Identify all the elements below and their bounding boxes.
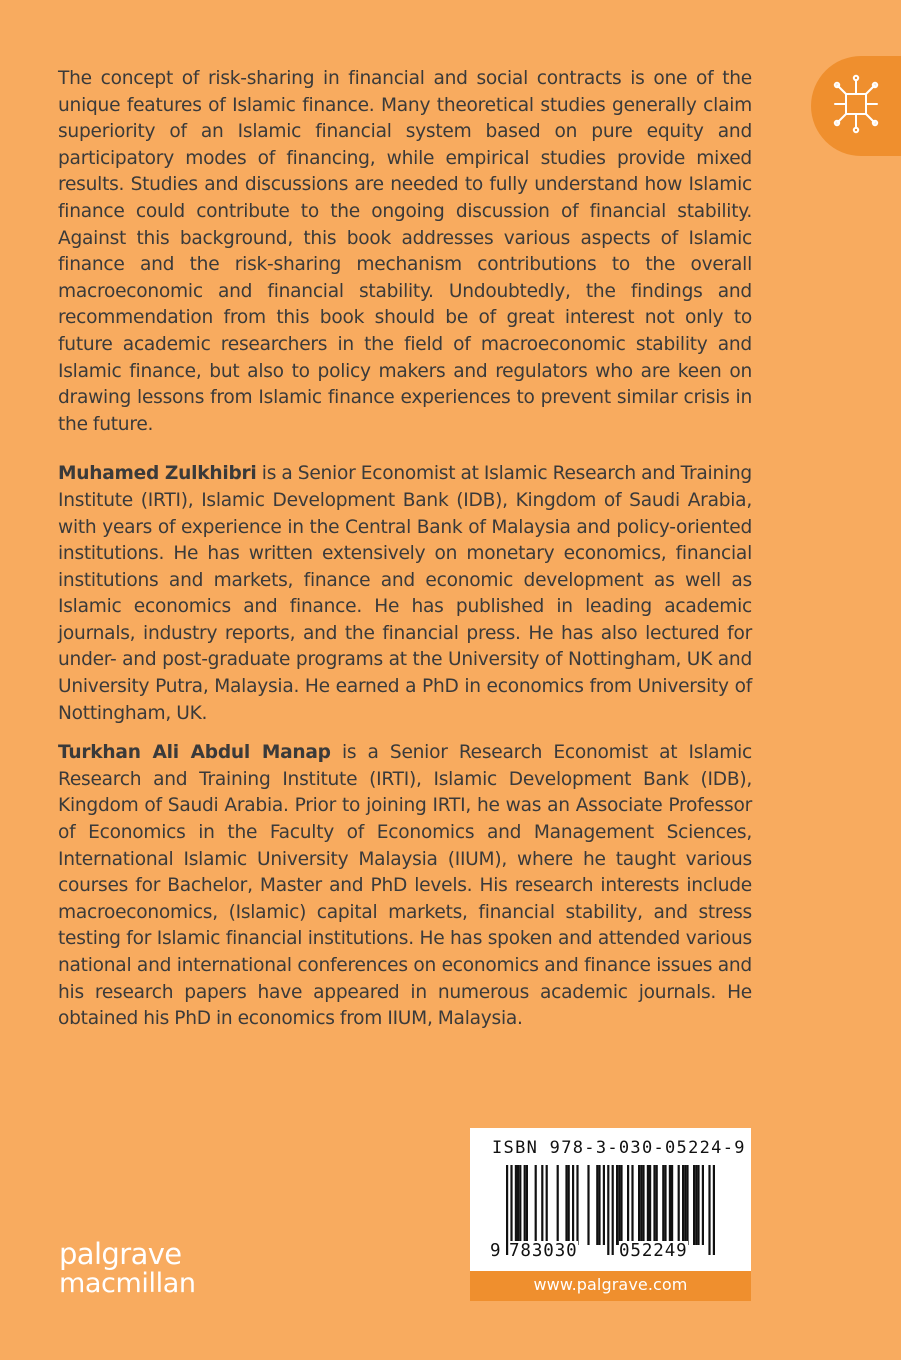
- barcode-bar: [669, 1165, 671, 1245]
- barcode-bar: [671, 1165, 673, 1245]
- barcode-bar: [702, 1165, 704, 1245]
- barcode-bar: [565, 1165, 567, 1245]
- publisher-url: www.palgrave.com: [470, 1271, 751, 1301]
- barcode-bar: [662, 1165, 664, 1245]
- barcode-bar: [607, 1165, 609, 1255]
- barcode-bar: [642, 1165, 644, 1245]
- isbn-label: ISBN 978-3-030-05224-9: [492, 1138, 746, 1158]
- barcode-bar: [647, 1165, 649, 1245]
- barcode-bar: [649, 1165, 651, 1245]
- barcode-bar: [684, 1165, 686, 1245]
- barcode-bar: [517, 1165, 519, 1245]
- author-name-1: Muhamed Zulkhibri: [58, 463, 257, 485]
- book-blurb: The concept of risk-sharing in financial and social contracts is one of the unique features of Islamic finance. Many theoretical studies generally claim superiority of an Islamic financial system based on pure equity and participatory modes of financing, while empirical studies provide mixed results. Studies and discussions are needed to fully understand how Islamic finance could contribute to the ongoing discussion of financial stability. Against this background, this book addresses various aspects of Islamic finance and the risk-sharing mechanism contributions to the overall macroeconomic and financial stability. Undoubtedly, the findings and recommendation from this book should be of great interest not only to future academic researchers in the field of macroeconomic stability and Islamic finance, but also to policy makers and regulators who are keen on drawing lessons from Islamic finance experiences to prevent similar crisis in the future.: [58, 68, 752, 435]
- barcode-bar: [598, 1165, 600, 1245]
- barcode-bar: [713, 1165, 715, 1255]
- logo-line-macmillan: macmillan: [59, 1268, 196, 1299]
- barcode-bar: [596, 1165, 598, 1245]
- barcode-bar: [515, 1165, 517, 1245]
- author-bio-1: [58, 461, 752, 727]
- barcode-bar: [664, 1165, 666, 1245]
- barcode-bar: [576, 1165, 578, 1245]
- barcode-bar: [627, 1165, 629, 1245]
- barcode-bar: [686, 1165, 688, 1245]
- barcode-bar: [616, 1165, 618, 1245]
- barcode-digits-left: 783030: [509, 1241, 578, 1261]
- isbn-barcode: [470, 1128, 751, 1271]
- author-bio-text-1: is a Senior Economist at Islamic Research and Training Institute (IRTI), Islamic Development Bank (IDB), Kingdom of Saudi Arabia, with years of experience in the Central Bank of Malaysia and policy-oriented institutions. He has written extensively on monetary economics, financial institutions and markets, finance and economic development as well as Islamic economics and finance. He has published in leading academic journals, industry reports, and the financial press. He has also lectured for under- and post-graduate programs at the University of Nottingham, UK and University Putra, Malaysia. He earned a PhD in economics from University of Nottingham, UK.: [58, 463, 752, 724]
- barcode-bar: [568, 1165, 570, 1245]
- barcode-bar: [693, 1165, 695, 1245]
- barcode-bar: [557, 1165, 559, 1245]
- barcode-bar: [519, 1165, 521, 1245]
- barcode-bar: [631, 1165, 633, 1245]
- barcode-bar: [541, 1165, 543, 1245]
- barcode-bar: [526, 1165, 528, 1245]
- logo-line-palgrave: palgrave: [59, 1237, 182, 1271]
- barcode-bar: [603, 1165, 605, 1245]
- circuit-square-icon: [833, 73, 881, 137]
- barcode-digit-first: 9: [490, 1241, 501, 1261]
- barcode-bar: [656, 1165, 658, 1245]
- barcode-bar: [535, 1165, 537, 1245]
- author-bio-2: [58, 740, 752, 1033]
- barcode-bar: [638, 1165, 640, 1245]
- barcode-bar: [524, 1165, 526, 1245]
- back-cover-text: [58, 66, 752, 1033]
- barcode-bar: [572, 1165, 574, 1245]
- barcode-bar: [653, 1165, 655, 1245]
- corner-badge: [811, 56, 901, 156]
- barcode-bar: [697, 1165, 699, 1245]
- barcode-bar: [546, 1165, 548, 1245]
- barcode-bar: [620, 1165, 622, 1245]
- author-name-2: Turkhan Ali Abdul Manap: [58, 742, 331, 764]
- barcode-bar: [612, 1165, 614, 1255]
- barcode-bar: [640, 1165, 642, 1245]
- barcode-bar: [618, 1165, 620, 1245]
- barcode-bar: [695, 1165, 697, 1245]
- barcode-digits-right: 052249: [619, 1241, 688, 1261]
- barcode-bar: [587, 1165, 589, 1245]
- publisher-logo: [59, 1239, 196, 1299]
- barcode-bar: [682, 1165, 684, 1245]
- barcode-bar: [678, 1165, 680, 1245]
- barcode-bar: [506, 1165, 508, 1255]
- barcode-bar: [708, 1165, 710, 1255]
- author-bio-text-2: is a Senior Research Economist at Islamic Research and Training Institute (IRTI), Islamic Development Bank (IDB), Kingdom of Saudi Arabia. Prior to joining IRTI, he was an Associate Professor of Economics in the Faculty of Economics and Management Sciences, International Islamic University Malaysia (IIUM), where he taught various courses for Bachelor, Master and PhD levels. His research interests include macroeconomics, (Islamic) capital markets, financial stability, and stress testing for Islamic financial institutions. He has spoken and attended various national and international conferences on economics and finance issues and his research papers have appeared in numerous academic journals. He obtained his PhD in economics from IIUM, Malaysia.: [58, 742, 752, 1030]
